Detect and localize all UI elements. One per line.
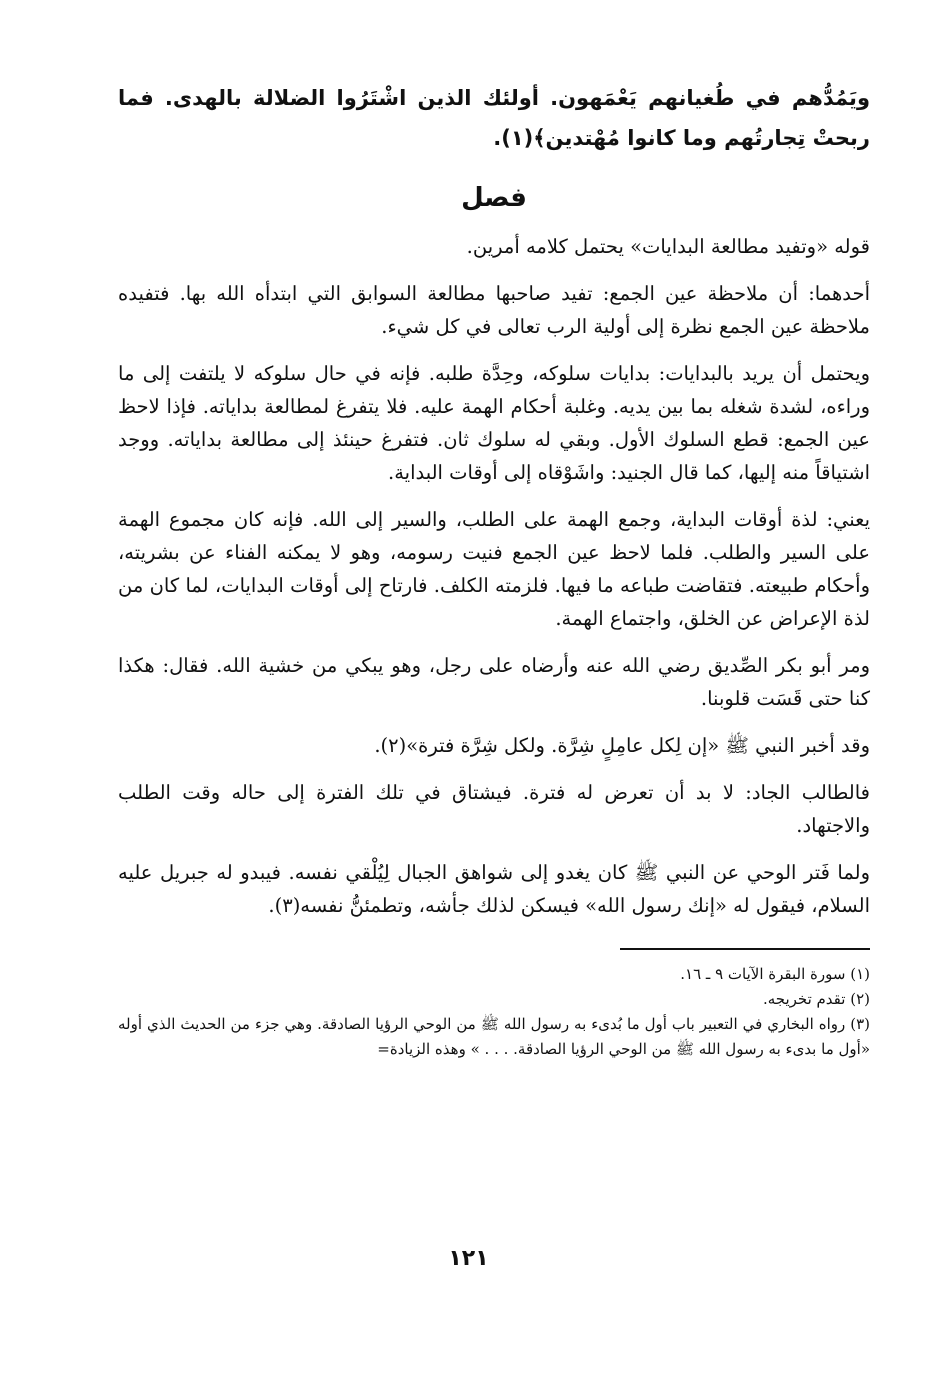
paragraph-5: ومر أبو بكر الصِّديق رضي الله عنه وأرضاه على رجل، وهو يبكي من خشية الله. فقال: هكذا كنا حتى قَسَت قلوبنا. [118,654,870,710]
paragraph-4: يعني: لذة أوقات البداية، وجمع الهمة على الطلب، والسير إلى الله. فإنه كان مجموع الهمة على السير والطلب. فلما لاحظ عين الجمع فنيت رسومه، وهو لا يمكنه الفناء عن بشريته، وأحكام طبيعته. فتقاضت طباعه ما فيها. فلزمته الكلف. فارتاح إلى أوقات البدايات، لما كان من لذة الإعراض عن الخلق، واجتماع الهمة. [118,508,870,630]
paragraph-8: ولما فَتر الوحي عن النبي ﷺ كان يغدو إلى شواهق الجبال لِيُلْقي نفسه. فيبدو له جبريل عليه السلام، فيقول له «إنك رسول الله» فيسكن لذلك جأشه، وتطمئنُّ نفسه(٣). [118,861,870,917]
footnote-divider [620,948,870,950]
page-body [118,78,870,1062]
footnote-1: (١) سورة البقرة الآيات ٩ ـ ١٦. [680,965,870,983]
section-heading: فصل [461,183,527,213]
paragraph-7: فالطالب الجاد: لا بد أن تعرض له فترة. فيشتاق في تلك الفترة إلى حاله وقت الطلب والاجتهاد. [118,781,870,837]
quran-verse: ويَمُدُّهم في طُغيانهم يَعْمَهون. أولئك الذين اشْتَرُوا الضلالة بالهدى. فما ربحتْ تِجارتُهم وما كانوا مُهْتدين﴾(١). [118,86,870,150]
page-number: ١٢١ [448,1246,489,1271]
footnotes [118,962,870,1062]
paragraph-3: ويحتمل أن يريد بالبدايات: بدايات سلوكه، وحِدَّة طلبه. فإنه في حال سلوكه لا يلتفت إلى ما وراءه، لشدة شغله بما بين يديه. وغلبة أحكام الهمة عليه. فلا يتفرغ لمطالعة بداياته. فإذا لاحظ عين الجمع: قطع السلوك الأول. وبقي له سلوك ثان. فتفرغ حينئذ إلى مطالعة بداياته. ووجد اشتياقاً منه إليها، كما قال الجنيد: واشَوْقاه إلى أوقات البداية. [118,362,870,484]
footnote-2: (٢) تقدم تخريجه. [762,990,870,1008]
paragraph-1: قوله «وتفيد مطالعة البدايات» يحتمل كلامه أمرين. [466,235,870,258]
footnote-3: (٣) رواه البخاري في التعبير باب أول ما بُدىء به رسول الله ﷺ من الوحي الرؤيا الصادقة. وهي جزء من الحديث الذي أوله «أول ما بدىء به رسول الله ﷺ من الوحي الرؤيا الصادقة. . . . » وهذه الزيادة= [118,1015,870,1058]
paragraph-2: أحدهما: أن ملاحظة عين الجمع: تفيد صاحبها مطالعة السوابق التي ابتدأه الله بها. فتفيده ملاحظة عين الجمع نظرة إلى أولية الرب تعالى في كل شيء. [118,282,870,338]
paragraph-6: وقد أخبر النبي ﷺ «إن لِكل عامِلٍ شِرَّة. ولكل شِرَّة فترة»(٢). [374,734,870,757]
